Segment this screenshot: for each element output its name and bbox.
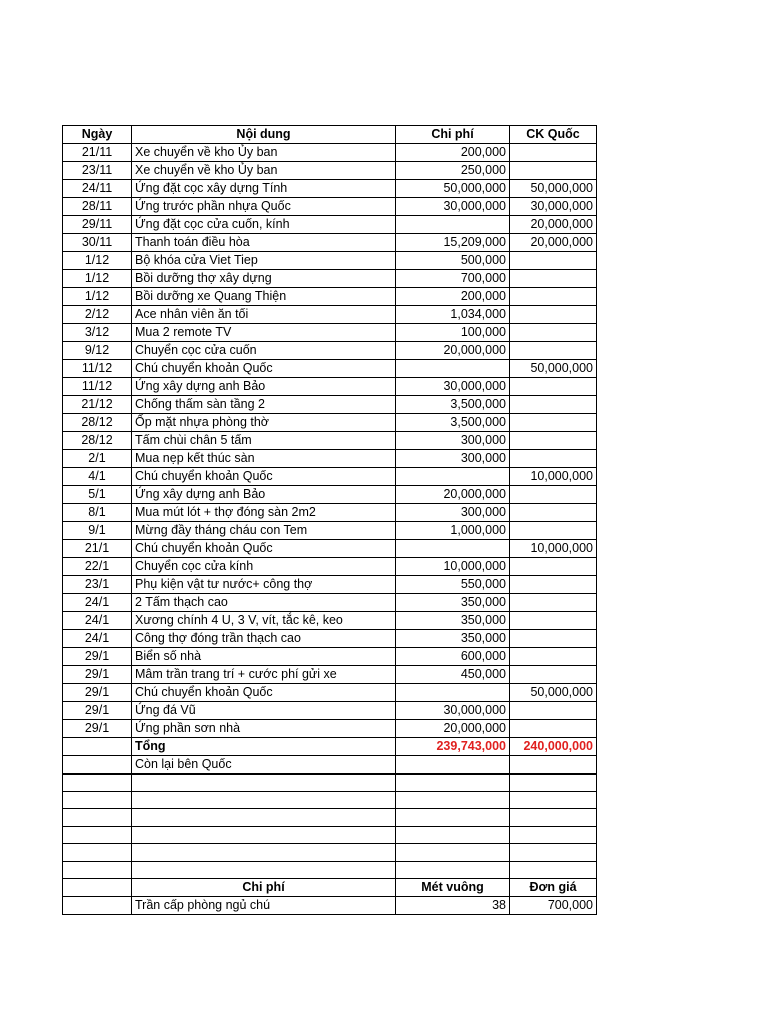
cost-cell[interactable]: 200,000 [396, 144, 510, 162]
second-header-cell[interactable]: Chi phí [132, 879, 396, 897]
table-row [63, 396, 597, 414]
spreadsheet [62, 125, 597, 915]
date-cell[interactable]: 30/11 [63, 234, 132, 252]
cost-cell[interactable] [396, 540, 510, 558]
transfer-cell[interactable]: 50,000,000 [510, 684, 597, 702]
description-cell[interactable]: Mua mút lót + thợ đóng sàn 2m2 [132, 504, 396, 522]
description-cell[interactable]: 2 Tấm thạch cao [132, 594, 396, 612]
table-row [63, 306, 597, 324]
table-row [63, 180, 597, 198]
empty-row [63, 791, 597, 808]
empty-cell[interactable] [63, 791, 132, 808]
date-cell[interactable]: 21/11 [63, 144, 132, 162]
table-row [63, 720, 597, 738]
cost-cell[interactable]: 20,000,000 [396, 486, 510, 504]
cost-cell[interactable]: 350,000 [396, 630, 510, 648]
second-cell[interactable]: Trần cấp phòng ngủ chú [132, 897, 396, 915]
cost-cell[interactable] [396, 468, 510, 486]
transfer-cell[interactable] [510, 162, 597, 180]
cost-cell[interactable]: 50,000,000 [396, 180, 510, 198]
description-cell[interactable]: Phụ kiện vật tư nước+ công thợ [132, 576, 396, 594]
table-row [63, 648, 597, 666]
transfer-cell[interactable] [510, 432, 597, 450]
table-row [63, 252, 597, 270]
table-row [63, 450, 597, 468]
table-row [63, 702, 597, 720]
date-cell[interactable]: 29/1 [63, 702, 132, 720]
description-cell[interactable]: Chú chuyển khoản Quốc [132, 468, 396, 486]
date-cell[interactable]: 29/11 [63, 216, 132, 234]
cost-cell[interactable]: 300,000 [396, 432, 510, 450]
empty-cell[interactable] [63, 826, 132, 843]
table-row [63, 540, 597, 558]
cost-cell[interactable]: 10,000,000 [396, 558, 510, 576]
table-row [63, 504, 597, 522]
cost-cell[interactable]: 500,000 [396, 252, 510, 270]
table-row [63, 414, 597, 432]
table-row [63, 234, 597, 252]
description-cell[interactable]: Chú chuyển khoản Quốc [132, 540, 396, 558]
remaining-row [63, 756, 597, 775]
date-cell[interactable]: 28/12 [63, 432, 132, 450]
table-row [63, 558, 597, 576]
remaining-cost-cell[interactable] [396, 756, 510, 775]
transfer-cell[interactable] [510, 522, 597, 540]
second-header-cell[interactable]: Mét vuông [396, 879, 510, 897]
description-cell[interactable]: Mâm trần trang trí + cước phí gửi xe [132, 666, 396, 684]
description-cell[interactable]: Tấm chùi chân 5 tấm [132, 432, 396, 450]
description-cell[interactable]: Chuyển cọc cửa cuốn [132, 342, 396, 360]
cost-cell[interactable]: 450,000 [396, 666, 510, 684]
cost-cell[interactable]: 30,000,000 [396, 378, 510, 396]
transfer-cell[interactable] [510, 612, 597, 630]
empty-cell[interactable] [396, 809, 510, 826]
date-cell[interactable]: 1/12 [63, 288, 132, 306]
cost-cell[interactable] [396, 216, 510, 234]
date-cell[interactable]: 28/12 [63, 414, 132, 432]
second-header-row [63, 879, 597, 897]
empty-cell[interactable] [396, 861, 510, 878]
date-cell[interactable]: 29/1 [63, 720, 132, 738]
date-cell[interactable]: 8/1 [63, 504, 132, 522]
cost-cell[interactable]: 30,000,000 [396, 198, 510, 216]
table-row [63, 162, 597, 180]
empty-cell[interactable] [396, 791, 510, 808]
date-cell[interactable]: 2/12 [63, 306, 132, 324]
table-row [63, 360, 597, 378]
cost-cell[interactable]: 3,500,000 [396, 414, 510, 432]
total-row [63, 738, 597, 756]
cost-cell[interactable]: 1,034,000 [396, 306, 510, 324]
description-cell[interactable]: Chú chuyển khoản Quốc [132, 360, 396, 378]
transfer-cell[interactable]: 20,000,000 [510, 216, 597, 234]
table-row [63, 684, 597, 702]
transfer-cell[interactable] [510, 504, 597, 522]
date-cell[interactable]: 2/1 [63, 450, 132, 468]
total-transfer[interactable]: 240,000,000 [510, 738, 597, 756]
empty-row [63, 809, 597, 826]
transfer-cell[interactable] [510, 486, 597, 504]
second-cell[interactable] [63, 897, 132, 915]
date-cell[interactable]: 3/12 [63, 324, 132, 342]
empty-cell[interactable] [63, 809, 132, 826]
cost-cell[interactable]: 250,000 [396, 162, 510, 180]
remaining-label[interactable]: Còn lại bên Quốc [132, 756, 396, 775]
description-cell[interactable]: Bồi dưỡng thợ xây dựng [132, 270, 396, 288]
transfer-cell[interactable] [510, 720, 597, 738]
total-cost[interactable]: 239,743,000 [396, 738, 510, 756]
second-table-row [63, 897, 597, 915]
date-cell[interactable]: 23/1 [63, 576, 132, 594]
cost-cell[interactable]: 20,000,000 [396, 342, 510, 360]
empty-cell[interactable] [63, 774, 132, 791]
description-cell[interactable]: Ứng trước phần nhựa Quốc [132, 198, 396, 216]
table-row [63, 342, 597, 360]
empty-cell[interactable] [510, 791, 597, 808]
description-cell[interactable]: Ứng đặt cọc cửa cuốn, kính [132, 216, 396, 234]
description-cell[interactable]: Ứng xây dựng anh Bảo [132, 486, 396, 504]
description-cell[interactable]: Ứng đặt cọc xây dựng Tính [132, 180, 396, 198]
empty-cell[interactable] [510, 861, 597, 878]
transfer-cell[interactable]: 10,000,000 [510, 468, 597, 486]
second-cell[interactable]: 700,000 [510, 897, 597, 915]
total-label[interactable]: Tổng [132, 738, 396, 756]
empty-cell[interactable] [132, 844, 396, 861]
transfer-cell[interactable] [510, 648, 597, 666]
date-cell[interactable]: 24/1 [63, 594, 132, 612]
transfer-cell[interactable] [510, 558, 597, 576]
empty-cell[interactable] [396, 774, 510, 791]
description-cell[interactable]: Mua nẹp kết thúc sàn [132, 450, 396, 468]
date-cell[interactable]: 24/11 [63, 180, 132, 198]
transfer-cell[interactable] [510, 270, 597, 288]
description-cell[interactable]: Biển số nhà [132, 648, 396, 666]
empty-cell[interactable] [132, 861, 396, 878]
cost-cell[interactable]: 700,000 [396, 270, 510, 288]
description-cell[interactable]: Công thợ đóng trần thạch cao [132, 630, 396, 648]
remaining-date-cell[interactable] [63, 756, 132, 775]
date-cell[interactable]: 1/12 [63, 270, 132, 288]
transfer-cell[interactable]: 50,000,000 [510, 360, 597, 378]
second-cell[interactable]: 38 [396, 897, 510, 915]
date-cell[interactable]: 21/12 [63, 396, 132, 414]
remaining-transfer-cell[interactable] [510, 756, 597, 775]
description-cell[interactable]: Ốp mặt nhựa phòng thờ [132, 414, 396, 432]
cost-cell[interactable]: 300,000 [396, 504, 510, 522]
description-cell[interactable]: Thanh toán điều hòa [132, 234, 396, 252]
cost-cell[interactable]: 15,209,000 [396, 234, 510, 252]
transfer-cell[interactable] [510, 378, 597, 396]
table-row [63, 594, 597, 612]
table-row [63, 522, 597, 540]
header-description[interactable]: Nội dung [132, 126, 396, 144]
description-cell[interactable]: Chuyển cọc cửa kính [132, 558, 396, 576]
transfer-cell[interactable] [510, 306, 597, 324]
transfer-cell[interactable]: 50,000,000 [510, 180, 597, 198]
table-row [63, 270, 597, 288]
description-cell[interactable]: Mừng đầy tháng cháu con Tem [132, 522, 396, 540]
table-row [63, 630, 597, 648]
date-cell[interactable]: 23/11 [63, 162, 132, 180]
table-row [63, 612, 597, 630]
empty-row [63, 861, 597, 878]
empty-cell[interactable] [132, 774, 396, 791]
empty-cell[interactable] [510, 809, 597, 826]
transfer-cell[interactable] [510, 396, 597, 414]
description-cell[interactable]: Chống thấm sàn tầng 2 [132, 396, 396, 414]
date-cell[interactable]: 4/1 [63, 468, 132, 486]
description-cell[interactable]: Xương chính 4 U, 3 V, vít, tắc kê, keo [132, 612, 396, 630]
header-cost[interactable]: Chi phí [396, 126, 510, 144]
table-row [63, 378, 597, 396]
description-cell[interactable]: Ace nhân viên ăn tối [132, 306, 396, 324]
cost-cell[interactable]: 100,000 [396, 324, 510, 342]
second-header-cell[interactable]: Đơn giá [510, 879, 597, 897]
table-row [63, 486, 597, 504]
empty-cell[interactable] [396, 844, 510, 861]
transfer-cell[interactable] [510, 144, 597, 162]
empty-cell[interactable] [510, 844, 597, 861]
table-row [63, 216, 597, 234]
transfer-cell[interactable] [510, 450, 597, 468]
date-cell[interactable]: 1/12 [63, 252, 132, 270]
cost-cell[interactable]: 350,000 [396, 612, 510, 630]
description-cell[interactable]: Ứng phần sơn nhà [132, 720, 396, 738]
description-cell[interactable]: Bồi dưỡng xe Quang Thiện [132, 288, 396, 306]
transfer-cell[interactable] [510, 594, 597, 612]
cost-cell[interactable]: 1,000,000 [396, 522, 510, 540]
empty-cell[interactable] [63, 844, 132, 861]
header-date[interactable]: Ngày [63, 126, 132, 144]
transfer-cell[interactable] [510, 252, 597, 270]
cost-cell[interactable] [396, 360, 510, 378]
table-row [63, 198, 597, 216]
expense-table [62, 125, 597, 915]
date-cell[interactable]: 22/1 [63, 558, 132, 576]
cost-cell[interactable]: 350,000 [396, 594, 510, 612]
date-cell[interactable]: 29/1 [63, 666, 132, 684]
date-cell[interactable]: 9/1 [63, 522, 132, 540]
header-transfer[interactable]: CK Quốc [510, 126, 597, 144]
date-cell[interactable]: 24/1 [63, 612, 132, 630]
expense-table-body [63, 126, 597, 915]
second-header-cell[interactable] [63, 879, 132, 897]
description-cell[interactable]: Chú chuyển khoản Quốc [132, 684, 396, 702]
cost-cell[interactable]: 600,000 [396, 648, 510, 666]
table-row [63, 468, 597, 486]
cost-cell[interactable]: 200,000 [396, 288, 510, 306]
transfer-cell[interactable] [510, 288, 597, 306]
table-row [63, 666, 597, 684]
table-row [63, 576, 597, 594]
table-row [63, 324, 597, 342]
transfer-cell[interactable]: 10,000,000 [510, 540, 597, 558]
transfer-cell[interactable] [510, 414, 597, 432]
empty-row [63, 774, 597, 791]
empty-row [63, 844, 597, 861]
transfer-cell[interactable] [510, 702, 597, 720]
cost-cell[interactable]: 300,000 [396, 450, 510, 468]
cost-cell[interactable]: 30,000,000 [396, 702, 510, 720]
date-cell[interactable]: 11/12 [63, 360, 132, 378]
table-row [63, 144, 597, 162]
empty-cell[interactable] [132, 826, 396, 843]
empty-cell[interactable] [510, 774, 597, 791]
date-cell[interactable]: 28/11 [63, 198, 132, 216]
empty-cell[interactable] [63, 861, 132, 878]
description-cell[interactable]: Mua 2 remote TV [132, 324, 396, 342]
date-cell[interactable]: 11/12 [63, 378, 132, 396]
transfer-cell[interactable] [510, 666, 597, 684]
header-row [63, 126, 597, 144]
transfer-cell[interactable]: 30,000,000 [510, 198, 597, 216]
empty-cell[interactable] [132, 791, 396, 808]
description-cell[interactable]: Ứng xây dựng anh Bảo [132, 378, 396, 396]
transfer-cell[interactable] [510, 342, 597, 360]
table-row [63, 432, 597, 450]
date-cell[interactable]: 24/1 [63, 630, 132, 648]
description-cell[interactable]: Xe chuyển về kho Ủy ban [132, 162, 396, 180]
transfer-cell[interactable]: 20,000,000 [510, 234, 597, 252]
date-cell[interactable]: 5/1 [63, 486, 132, 504]
empty-row [63, 826, 597, 843]
empty-cell[interactable] [510, 826, 597, 843]
table-row [63, 288, 597, 306]
empty-cell[interactable] [132, 809, 396, 826]
transfer-cell[interactable] [510, 324, 597, 342]
transfer-cell[interactable] [510, 630, 597, 648]
cost-cell[interactable]: 20,000,000 [396, 720, 510, 738]
date-cell[interactable]: 21/1 [63, 540, 132, 558]
date-cell[interactable]: 29/1 [63, 684, 132, 702]
total-date-cell[interactable] [63, 738, 132, 756]
description-cell[interactable]: Xe chuyển về kho Ủy ban [132, 144, 396, 162]
date-cell[interactable]: 9/12 [63, 342, 132, 360]
cost-cell[interactable]: 550,000 [396, 576, 510, 594]
date-cell[interactable]: 29/1 [63, 648, 132, 666]
description-cell[interactable]: Ứng đá Vũ [132, 702, 396, 720]
cost-cell[interactable]: 3,500,000 [396, 396, 510, 414]
cost-cell[interactable] [396, 684, 510, 702]
empty-cell[interactable] [396, 826, 510, 843]
transfer-cell[interactable] [510, 576, 597, 594]
description-cell[interactable]: Bộ khóa cửa Viet Tiep [132, 252, 396, 270]
